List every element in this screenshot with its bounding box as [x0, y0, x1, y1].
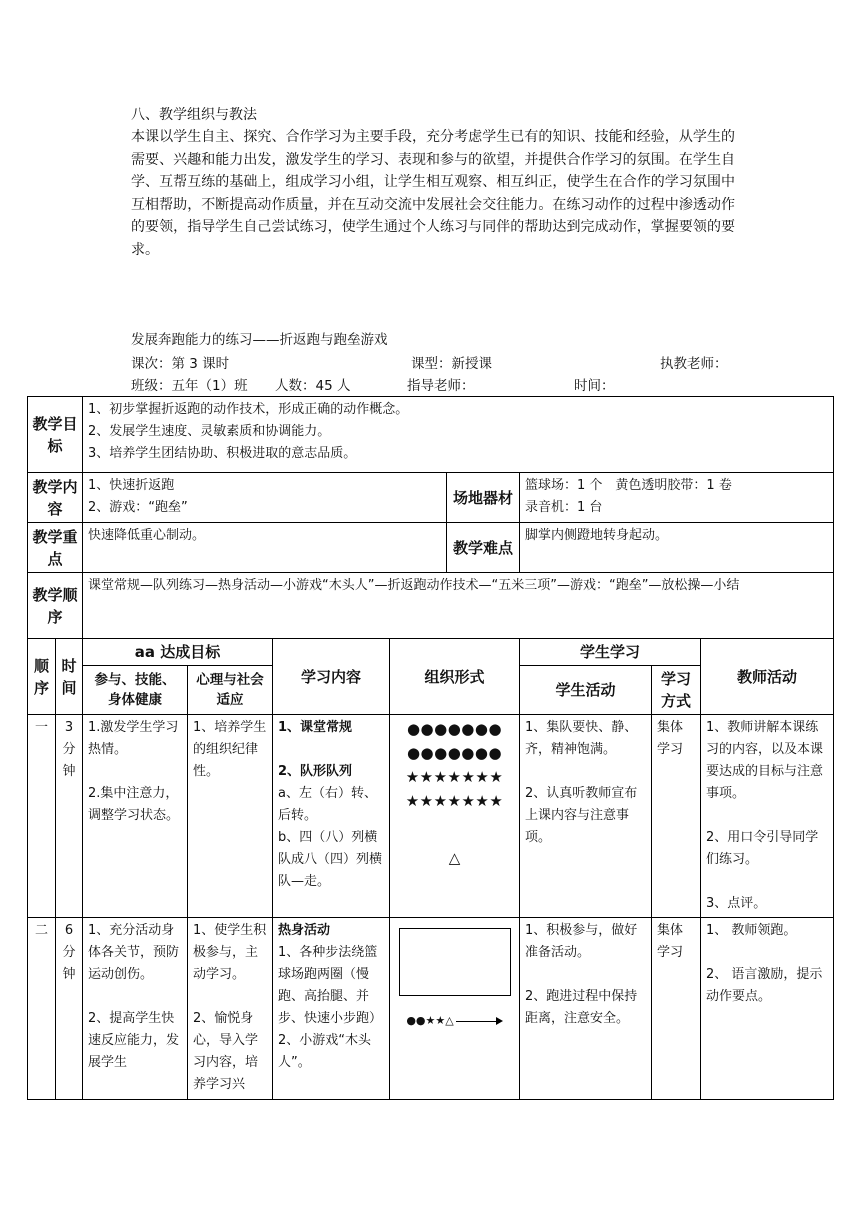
- content-text: a、左（右）转、后转。: [278, 786, 377, 823]
- row-teacher: [701, 715, 834, 918]
- lesson-plan-table: [27, 396, 834, 1100]
- target-text: 1、充分活动身体各关节，预防运动创伤。: [88, 923, 180, 982]
- formation-row: ★★★★★★★: [405, 768, 504, 786]
- goals-cell: [83, 397, 834, 473]
- target-text: 1、培养学生的组织纪律性。: [193, 720, 267, 779]
- content-cell: [83, 473, 447, 523]
- student-text: 1、集队要快、静、齐，精神饱满。: [525, 720, 638, 757]
- equipment-cell: [520, 473, 834, 523]
- row-teacher: [701, 918, 834, 1100]
- formation-diagram: [390, 715, 520, 918]
- row-mode: 集体学习: [652, 918, 701, 1100]
- target-sub1-header: 参与、技能、身体健康: [83, 666, 188, 715]
- content-item: 2、游戏：“跑垒”: [88, 500, 188, 515]
- table-row: [28, 918, 834, 1100]
- row-target2: [188, 918, 273, 1100]
- content-label: 教学内容: [28, 473, 83, 523]
- content-title: 1、课堂常规: [278, 720, 353, 735]
- teacher-text: 1、 教师领跑。: [706, 923, 797, 938]
- row-content: [273, 715, 390, 918]
- student-act-header: 学生活动: [520, 666, 652, 715]
- student-text: 2、跑进过程中保持距离，注意安全。: [525, 989, 638, 1026]
- content-text: 2、小游戏“木头人”。: [278, 1033, 372, 1070]
- target-text: 2.集中注意力，调整学习状态。: [88, 786, 180, 823]
- content-text: 1、各种步法绕篮球场跑两圈（慢跑、高抬腿、并步、快速小步跑）: [278, 945, 383, 1026]
- difficulty-label: 教学难点: [447, 523, 520, 573]
- row-content: [273, 918, 390, 1100]
- section-heading: 八、教学组织与教法: [131, 107, 257, 123]
- formation-row: ★★★★★★★: [405, 792, 504, 810]
- goal-item: 3、培养学生团结协助、积极进取的意志品质。: [88, 446, 357, 461]
- arrow-head-icon: [496, 1017, 503, 1025]
- teacher-triangle-icon: △: [448, 849, 461, 867]
- time-header: 时间: [56, 639, 83, 715]
- target-sub2-header: 心理与社会适应: [188, 666, 273, 715]
- run-direction: [395, 1010, 514, 1032]
- teacher-text: 2、用口令引导同学们练习。: [706, 830, 819, 867]
- student-text: 1、积极参与，做好准备活动。: [525, 923, 638, 960]
- arrow-icon: [456, 1021, 496, 1022]
- goals-label: 教学目标: [28, 397, 83, 473]
- row-target1: [83, 715, 188, 918]
- table-row: [28, 715, 834, 918]
- formation-row: ●●●●●●●: [406, 744, 503, 762]
- row-target2: [188, 715, 273, 918]
- target-text: 2、愉悦身心，导入学习内容，培养学习兴: [193, 1011, 259, 1092]
- section-paragraph: 本课以学生自主、探究、合作学习为主要手段，充分考虑学生已有的知识、技能和经验，从学生的需要、兴趣和能力出发，激发学生的学习、表现和参与的欲望，并提供合作学习的氛围。在学生自学、互帮互练的基础上，组成学习小组，让学生相互观察、相互纠正，使学生在合作的学习氛围中互相帮助，不断提高动作质量，并在互动交流中发展社会交往能力。在练习动作的过程中渗透动作的要领，指导学生自己尝试练习，使学生通过个人练习与同伴的帮助达到完成动作，掌握要领的要求。: [131, 129, 735, 258]
- teacher-text: 3、点评。: [706, 896, 767, 911]
- difficulty-cell: 脚掌内侧蹬地转身起动。: [520, 523, 834, 573]
- content-title: 2、队形队列: [278, 764, 353, 779]
- content-text: b、四（八）列横队成八（四）列横队—走。: [278, 830, 383, 889]
- row-time: 3 分钟: [56, 715, 83, 918]
- teacher-text: 2、 语言激励，提示动作要点。: [706, 967, 823, 1004]
- court-rectangle: [399, 928, 511, 996]
- row-seq: 二: [28, 918, 56, 1100]
- lesson-count: 人数：45 人: [275, 378, 351, 394]
- teacher-header: 教师活动: [701, 639, 834, 715]
- form-header: 组织形式: [390, 639, 520, 715]
- lesson-advisor: 指导老师：: [407, 378, 475, 394]
- lesson-teacher: 执教老师：: [660, 356, 728, 372]
- focus-label: 教学重点: [28, 523, 83, 573]
- lesson-session: 课次：第 3 课时: [131, 356, 230, 372]
- formation-row: ●●●●●●●: [406, 720, 503, 738]
- goal-item: 1、初步掌握折返跑的动作技术，形成正确的动作概念。: [88, 402, 409, 417]
- equipment-item: 篮球场：1 个 黄色透明胶带：1 卷: [525, 478, 732, 493]
- content-title: 热身活动: [278, 923, 331, 938]
- study-mode-header: 学习方式: [652, 666, 701, 715]
- seq-header: 顺序: [28, 639, 56, 715]
- lesson-time: 时间：: [574, 378, 615, 394]
- row-seq: 一: [28, 715, 56, 918]
- runner-symbols: ●●★★△: [406, 1014, 454, 1027]
- row-time: 6 分钟: [56, 918, 83, 1100]
- target-text: 1、使学生积极参与，主动学习。: [193, 923, 267, 982]
- content-header: 学习内容: [273, 639, 390, 715]
- equipment-item: 录音机：1 台: [525, 500, 603, 515]
- lesson-title: 发展奔跑能力的练习——折返跑与跑垒游戏: [131, 332, 388, 348]
- row-student: [520, 918, 652, 1100]
- target-text: 1.激发学生学习热情。: [88, 720, 179, 757]
- order-label: 教学顺序: [28, 573, 83, 639]
- row-mode: 集体学习: [652, 715, 701, 918]
- row-target1: [83, 918, 188, 1100]
- lesson-type: 课型：新授课: [411, 356, 492, 372]
- goal-item: 2、发展学生速度、灵敏素质和协调能力。: [88, 424, 331, 439]
- warmup-diagram: [390, 918, 520, 1100]
- content-item: 1、快速折返跑: [88, 478, 175, 493]
- target-text: 2、提高学生快速反应能力，发展学生: [88, 1011, 180, 1070]
- focus-cell: 快速降低重心制动。: [83, 523, 447, 573]
- order-cell: 课堂常规—队列练习—热身活动—小游戏“木头人”—折返跑动作技术—“五米三项”—游戏：“跑垒”—放松操—小结: [83, 573, 834, 639]
- row-student: [520, 715, 652, 918]
- teacher-text: 1、教师讲解本课练习的内容，以及本课要达成的目标与注意事项。: [706, 720, 824, 801]
- target-header: aa 达成目标: [83, 639, 273, 666]
- equipment-label: 场地器材: [447, 473, 520, 523]
- student-text: 2、认真听教师宣布上课内容与注意事项。: [525, 786, 638, 845]
- student-header: 学生学习: [520, 639, 701, 666]
- lesson-class: 班级：五年（1）班: [131, 378, 248, 394]
